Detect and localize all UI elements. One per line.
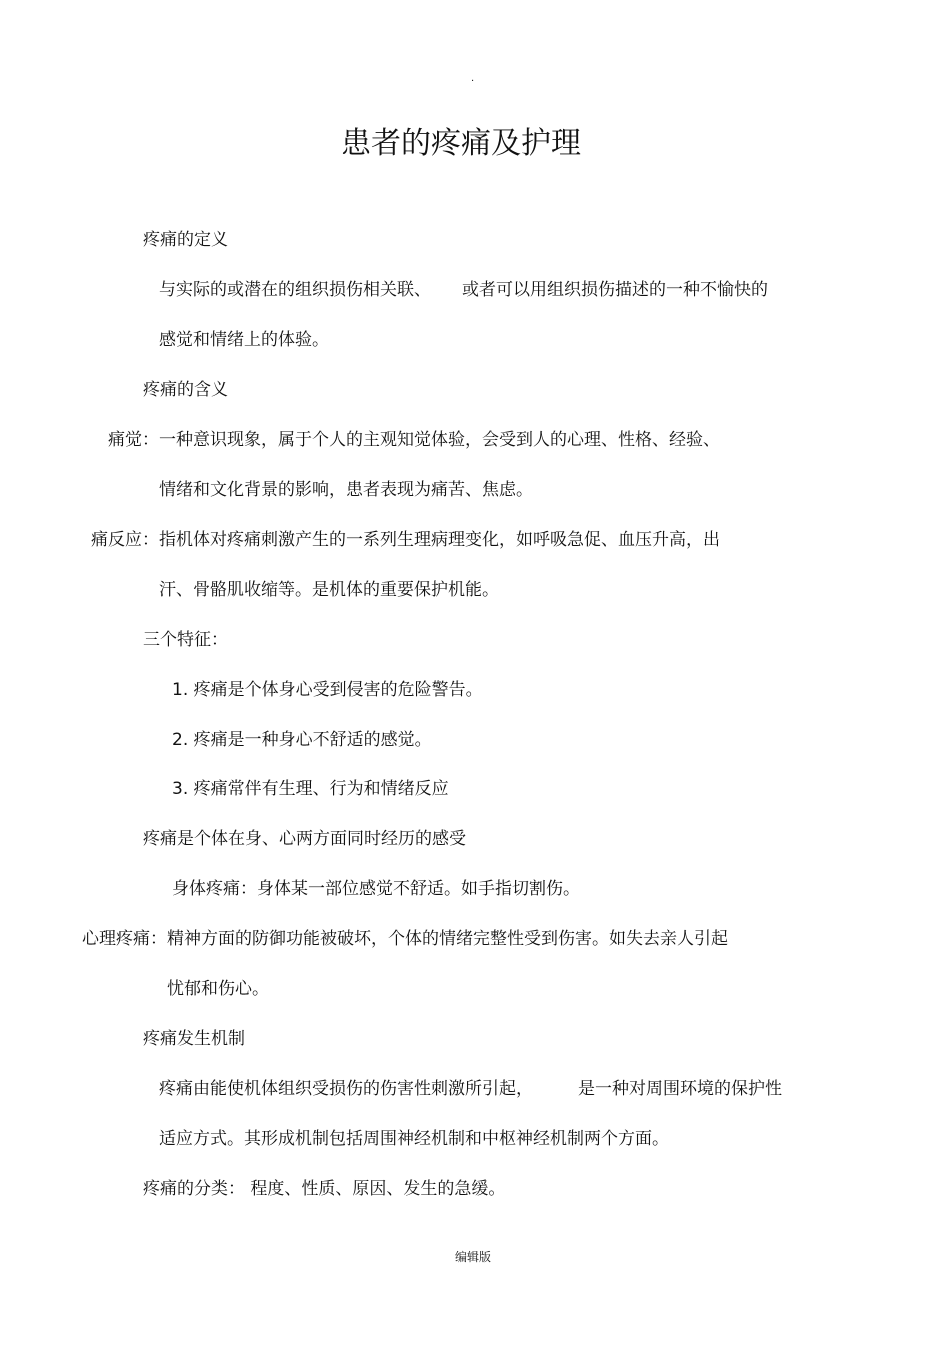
pain-reaction-cont: 汗、骨骼肌收缩等。是机体的重要保护机能。	[159, 580, 499, 600]
header-dot: .	[471, 73, 475, 84]
definition-text-cont: 感觉和情绪上的体验。	[159, 330, 329, 350]
heading-three-features: 三个特征：	[143, 630, 228, 650]
pain-perception-cont: 情绪和文化背景的影响，患者表现为痛苦、焦虑。	[159, 480, 533, 500]
feature-item-3: 3. 疼痛常伴有生理、行为和情绪反应	[172, 779, 449, 799]
feature-item-2: 2. 疼痛是一种身心不舒适的感觉。	[172, 730, 432, 750]
pain-perception-text: 痛觉：一种意识现象，属于个人的主观知觉体验，会受到人的心理、性格、经验、	[108, 430, 720, 450]
psychological-pain-cont: 忧郁和伤心。	[167, 979, 269, 999]
feature-item-1: 1. 疼痛是个体身心受到侵害的危险警告。	[172, 680, 483, 700]
heading-definition: 疼痛的定义	[143, 230, 228, 250]
heading-mechanism: 疼痛发生机制	[143, 1029, 245, 1049]
heading-meaning: 疼痛的含义	[143, 380, 228, 400]
document-title: 患者的疼痛及护理	[341, 126, 581, 161]
footer-label: 编辑版	[454, 1250, 491, 1264]
psychological-pain-text: 心理疼痛：精神方面的防御功能被破坏，个体的情绪完整性受到伤害。如失去亲人引起	[82, 929, 728, 949]
pain-reaction-text: 痛反应：指机体对疼痛刺激产生的一系列生理病理变化，如呼吸急促、血压升高，出	[91, 530, 720, 550]
pain-experience-heading: 疼痛是个体在身、心两方面同时经历的感受	[143, 829, 466, 849]
definition-text-part1: 与实际的或潜在的组织损伤相关联、	[159, 280, 431, 300]
mechanism-text-part2: 是一种对周围环境的保护性	[578, 1079, 782, 1099]
physical-pain-text: 身体疼痛：身体某一部位感觉不舒适。如手指切割伤。	[172, 879, 580, 899]
pain-classification: 疼痛的分类： 程度、性质、原因、发生的急缓。	[143, 1179, 506, 1199]
mechanism-text-cont: 适应方式。其形成机制包括周围神经机制和中枢神经机制两个方面。	[159, 1129, 669, 1149]
definition-text-part2: 或者可以用组织损伤描述的一种不愉快的	[462, 280, 768, 300]
mechanism-text-part1: 疼痛由能使机体组织受损伤的伤害性刺激所引起，	[159, 1079, 533, 1099]
